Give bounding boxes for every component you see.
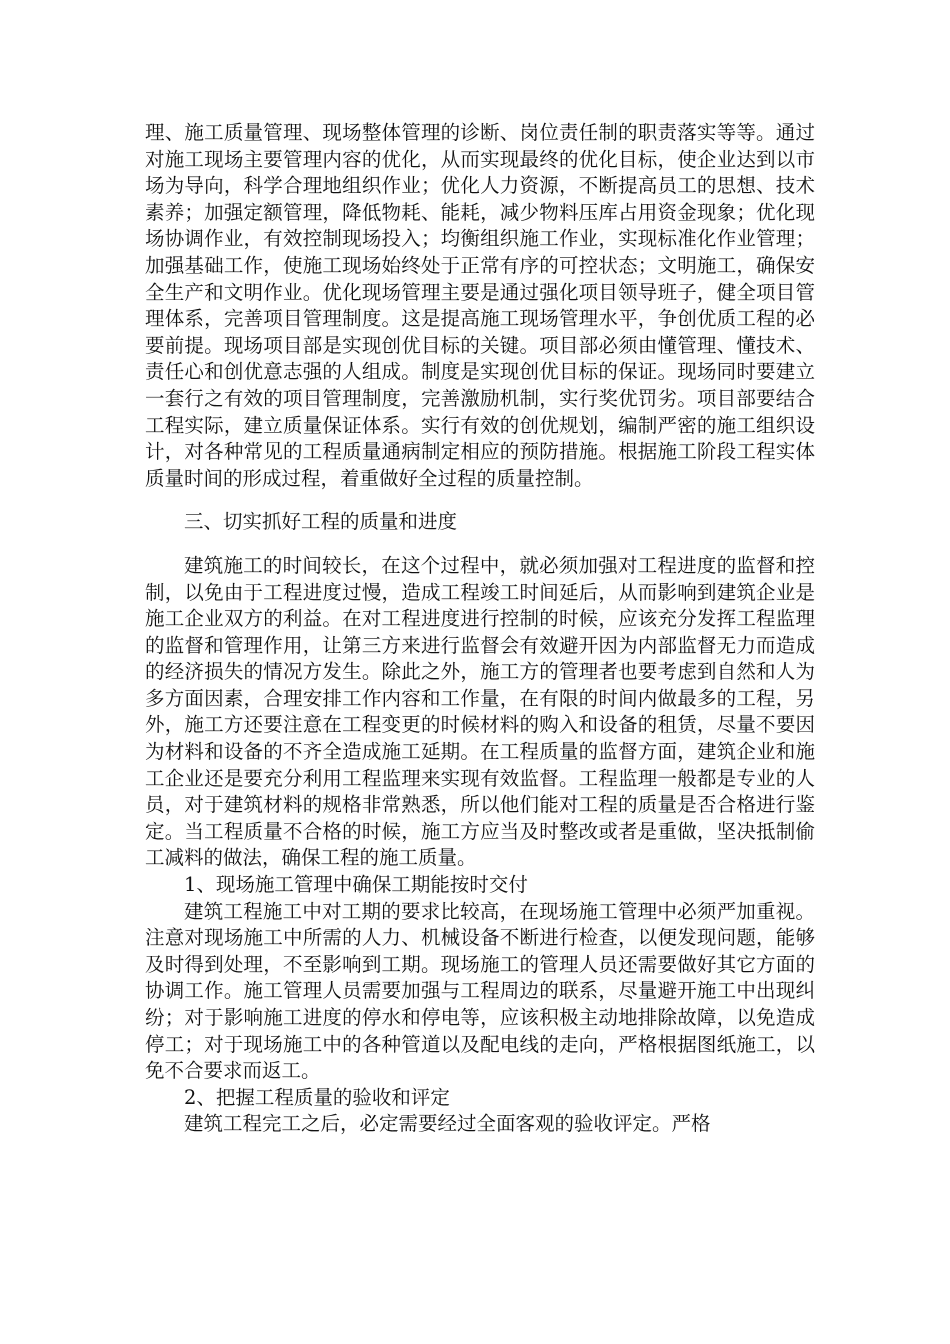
paragraph-schedule-delivery: 建筑工程施工中对工期的要求比较高，在现场施工管理中必须严加重视。注意对现场施工中所需的人力、机械设备不断进行检查，以便发现问题，能够及时得到处理，不至影响到工期。现场施工的管理人员还需要做好其它方面的协调工作。施工管理人员需要加强与工程周边的联系，尽量避开施工中出现纠纷；对于影响施工进度的停水和停电等，应该积极主动地排除故障，以免造成停工；对于现场施工中的各种管道以及配电线的走向，严格根据图纸施工，以免不合要求而返工。 <box>145 899 815 1083</box>
subheading-quality-acceptance: 2、把握工程质量的验收和评定 <box>184 1085 450 1109</box>
document-body <box>145 120 815 1138</box>
subheading-schedule-delivery: 1、现场施工管理中确保工期能按时交付 <box>184 873 528 897</box>
section-heading-quality-progress: 三、切实抓好工程的质量和进度 <box>184 510 458 534</box>
paragraph-progress-control: 建筑施工的时间较长，在这个过程中，就必须加强对工程进度的监督和控制，以免由于工程进度过慢，造成工程竣工时间延后，从而影响到建筑企业是施工企业双方的利益。在对工程进度进行控制的时候，应该充分发挥工程监理的监督和管理作用，让第三方来进行监督会有效避开因为内部监督无力而造成的经济损失的情况方发生。除此之外，施工方的管理者也要考虑到自然和人为多方面因素，合理安排工作内容和工作量，在有限的时间内做最多的工程，另外，施工方还要注意在工程变更的时候材料的购入和设备的租赁，尽量不要因为材料和设备的不齐全造成施工延期。在工程质量的监督方面，建筑企业和施工企业还是要充分利用工程监理来实现有效监督。工程监理一般都是专业的人员，对于建筑材料的规格非常熟悉，所以他们能对工程的质量是否合格进行鉴定。当工程质量不合格的时候，施工方应当及时整改或者是重做，坚决抵制偷工减料的做法，确保工程的施工质量。 <box>145 553 815 870</box>
paragraph-management-optimization: 理、施工质量管理、现场整体管理的诊断、岗位责任制的职责落实等等。通过对施工现场主要管理内容的优化，从而实现最终的优化目标，使企业达到以市场为导向，科学合理地组织作业；优化人力资源，不断提高员工的思想、技术素养；加强定额管理，降低物耗、能耗，减少物料压库占用资金现象；优化现场协调作业，有效控制现场投入；均衡组织施工作业，实现标准化作业管理；加强基础工作，使施工现场始终处于正常有序的可控状态；文明施工，确保安全生产和文明作业。优化现场管理主要是通过强化项目领导班子，健全项目管理体系，完善项目管理制度。这是提高施工现场管理水平，争创优质工程的必要前提。现场项目部是实现创优目标的关键。项目部必须由懂管理、懂技术、责任心和创优意志强的人组成。制度是实现创优目标的保证。现场同时要建立一套行之有效的项目管理制度，完善激励机制，实行奖优罚劣。项目部要结合工程实际，建立质量保证体系。实行有效的创优规划，编制严密的施工组织设计，对各种常见的工程质量通病制定相应的预防措施。根据施工阶段工程实体质量时间的形成过程，着重做好全过程的质量控制。 <box>145 121 815 490</box>
paragraph-quality-acceptance: 建筑工程完工之后，必定需要经过全面客观的验收评定。严格 <box>184 1112 711 1136</box>
